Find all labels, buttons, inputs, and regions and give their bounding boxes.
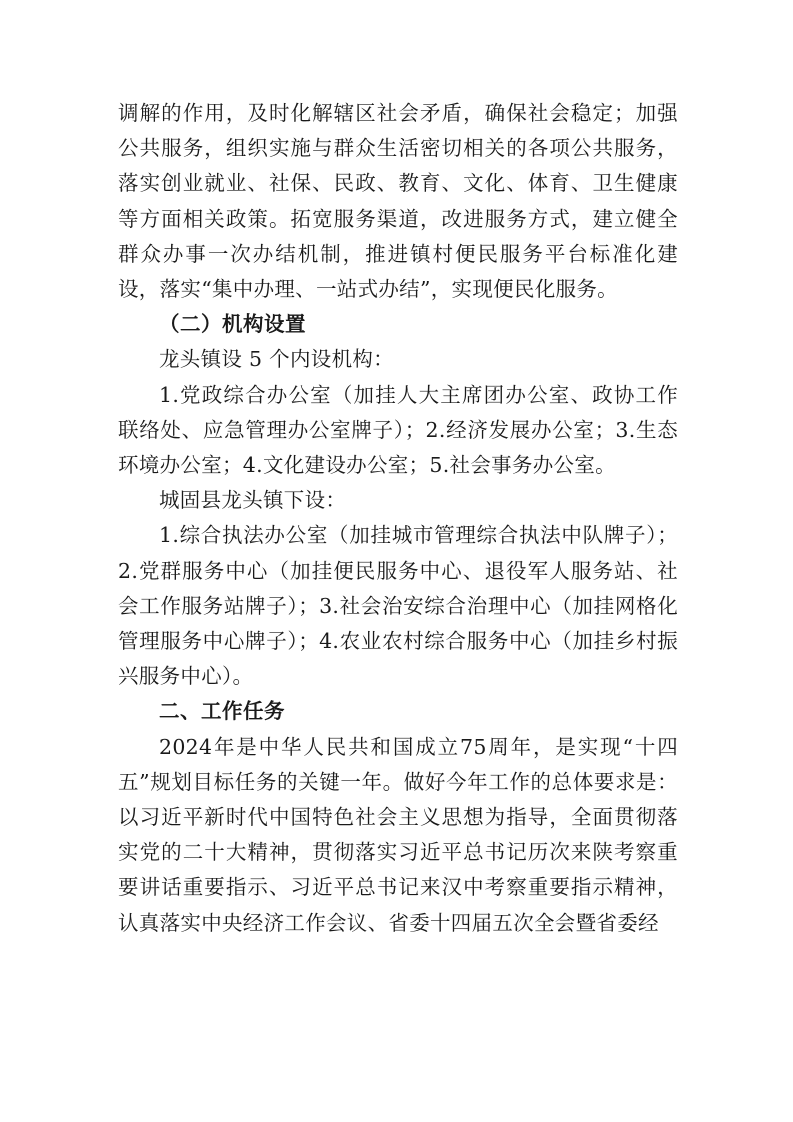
paragraph-sub-intro: 城固县龙头镇下设： bbox=[159, 488, 347, 513]
section-heading-tasks: 二、工作任务 bbox=[159, 699, 285, 724]
paragraph-internal-list: 1.党政综合办公室（加挂人大主席团办公室、政协工作联络处、应急管理办公室牌子）；2.经济发展办公室；3.生态环境办公室；4.文化建设办公室；5.社会事务办公室。 bbox=[118, 382, 678, 478]
section-heading-institutions: （二）机构设置 bbox=[159, 312, 306, 337]
paragraph-tasks: 2024年是中华人民共和国成立75周年，是实现“十四五”规划目标任务的关键一年。做好今年工作的总体要求是：以习近平新时代中国特色社会主义思想为指导，全面贯彻落实党的二十大精神，贯彻落实习近平总书记历次来陕考察重要讲话重要指示、习近平总书记来汉中考察重要指示精神，认真落实中央经济工作会议、省委十四届五次全会暨省委经 bbox=[118, 734, 678, 935]
paragraph-continuation: 调解的作用，及时化解辖区社会矛盾，确保社会稳定；加强公共服务，组织实施与群众生活密切相关的各项公共服务，落实创业就业、社保、民政、教育、文化、体育、卫生健康等方面相关政策。拓宽服务渠道，改进服务方式，建立健全群众办事一次办结机制，推进镇村便民服务平台标准化建设，落实“集中办理、一站式办结”，实现便民化服务。 bbox=[118, 101, 678, 302]
paragraph-sub-list: 1.综合执法办公室（加挂城市管理综合执法中队牌子）；2.党群服务中心（加挂便民服务中心、退役军人服务站、社会工作服务站牌子）；3.社会治安综合治理中心（加挂网格化管理服务中心牌子）；4.农业农村综合服务中心（加挂乡村振兴服务中心）。 bbox=[118, 523, 678, 689]
paragraph-internal-intro: 龙头镇设 5 个内设机构： bbox=[159, 347, 394, 372]
document-page bbox=[118, 96, 678, 941]
